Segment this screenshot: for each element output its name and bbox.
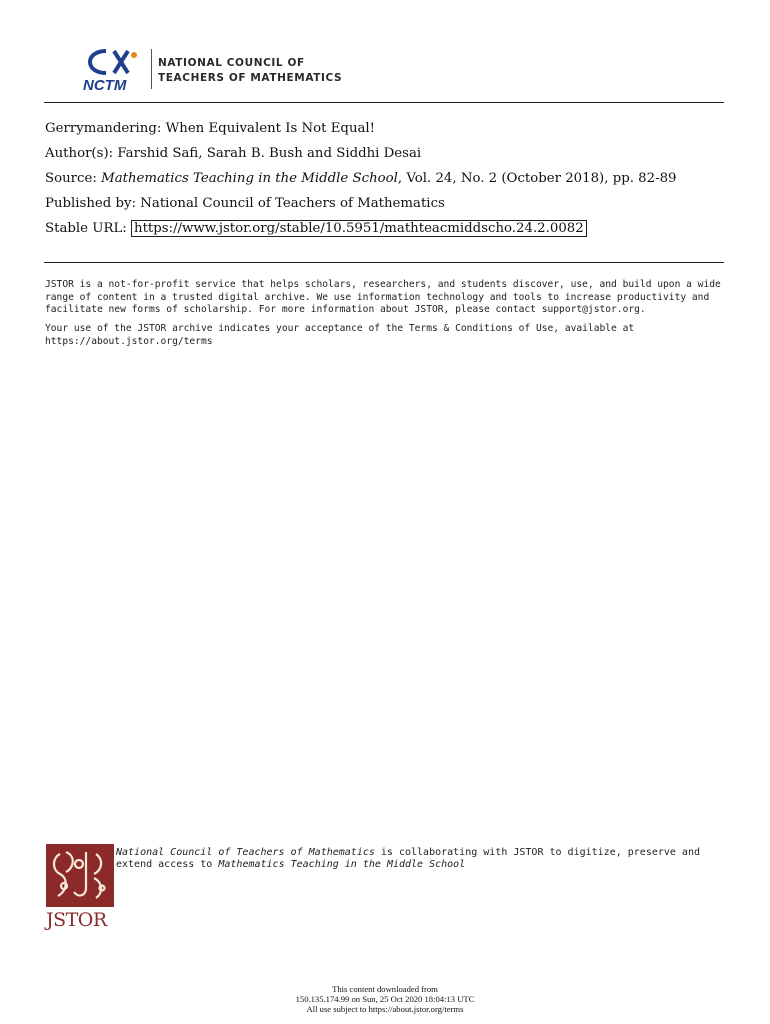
top-divider bbox=[44, 102, 724, 103]
authors-label: Author(s): bbox=[45, 146, 114, 161]
published-label: Published by: bbox=[45, 196, 137, 211]
collab-publisher: National Council of Teachers of Mathematics bbox=[116, 847, 375, 858]
jstor-logo bbox=[46, 844, 116, 931]
download-footer bbox=[0, 984, 770, 1015]
stable-url-label: Stable URL: bbox=[45, 221, 127, 236]
org-name-line2: TEACHERS OF MATHEMATICS bbox=[158, 72, 343, 84]
source-label: Source: bbox=[45, 171, 97, 186]
publisher-name: National Council of Teachers of Mathematics bbox=[140, 196, 445, 211]
terms-notice: Your use of the JSTOR archive indicates your acceptance of the Terms & Conditions of Use, available at https://about.jstor.org/terms bbox=[45, 323, 635, 347]
nctm-logo-icon bbox=[80, 46, 146, 94]
stable-url-line bbox=[45, 218, 730, 239]
journal-title: Mathematics Teaching in the Middle School bbox=[101, 171, 398, 186]
footer-line1: This content downloaded from bbox=[332, 984, 438, 994]
article-title: Gerrymandering: When Equivalent Is Not Equal! bbox=[45, 121, 376, 136]
source-line bbox=[45, 168, 730, 189]
footer-line2: 150.135.174.99 on Sun, 25 Oct 2020 18:04:13 UTC bbox=[295, 994, 475, 1005]
jstor-emblem-icon bbox=[46, 844, 114, 907]
published-line bbox=[45, 193, 730, 214]
jstor-notice: JSTOR is a not-for-profit service that helps scholars, researchers, and students discover, use, and build upon a wide range of content in a trusted digital archive. We use information technology and tools to increase productivity and facilitate new forms of scholarship. For more information about JSTOR, please contact support@jstor.org. bbox=[45, 279, 721, 316]
authors-line bbox=[45, 143, 730, 164]
stable-url-link[interactable]: https://www.jstor.org/stable/10.5951/mathteacmiddscho.24.2.0082 bbox=[131, 220, 587, 237]
jstor-wordmark: JSTOR bbox=[46, 909, 107, 931]
article-metadata bbox=[45, 118, 730, 243]
logo-mark-text: NCTM bbox=[83, 77, 127, 94]
authors-names: Farshid Safi, Sarah B. Bush and Siddhi Desai bbox=[117, 146, 422, 161]
logo-divider bbox=[151, 49, 152, 89]
collaboration-statement bbox=[116, 847, 716, 871]
collab-text: is collaborating with JSTOR to digitize, preserve and extend access to bbox=[116, 847, 700, 870]
collab-journal: Mathematics Teaching in the Middle School bbox=[218, 859, 466, 870]
logo-text bbox=[158, 56, 358, 86]
org-name-line1: NATIONAL COUNCIL OF bbox=[158, 57, 305, 69]
footer-line3: All use subject to https://about.jstor.org/terms bbox=[306, 1004, 464, 1015]
source-details: , Vol. 24, No. 2 (October 2018), pp. 82-89 bbox=[397, 171, 677, 186]
middle-divider bbox=[44, 262, 724, 263]
